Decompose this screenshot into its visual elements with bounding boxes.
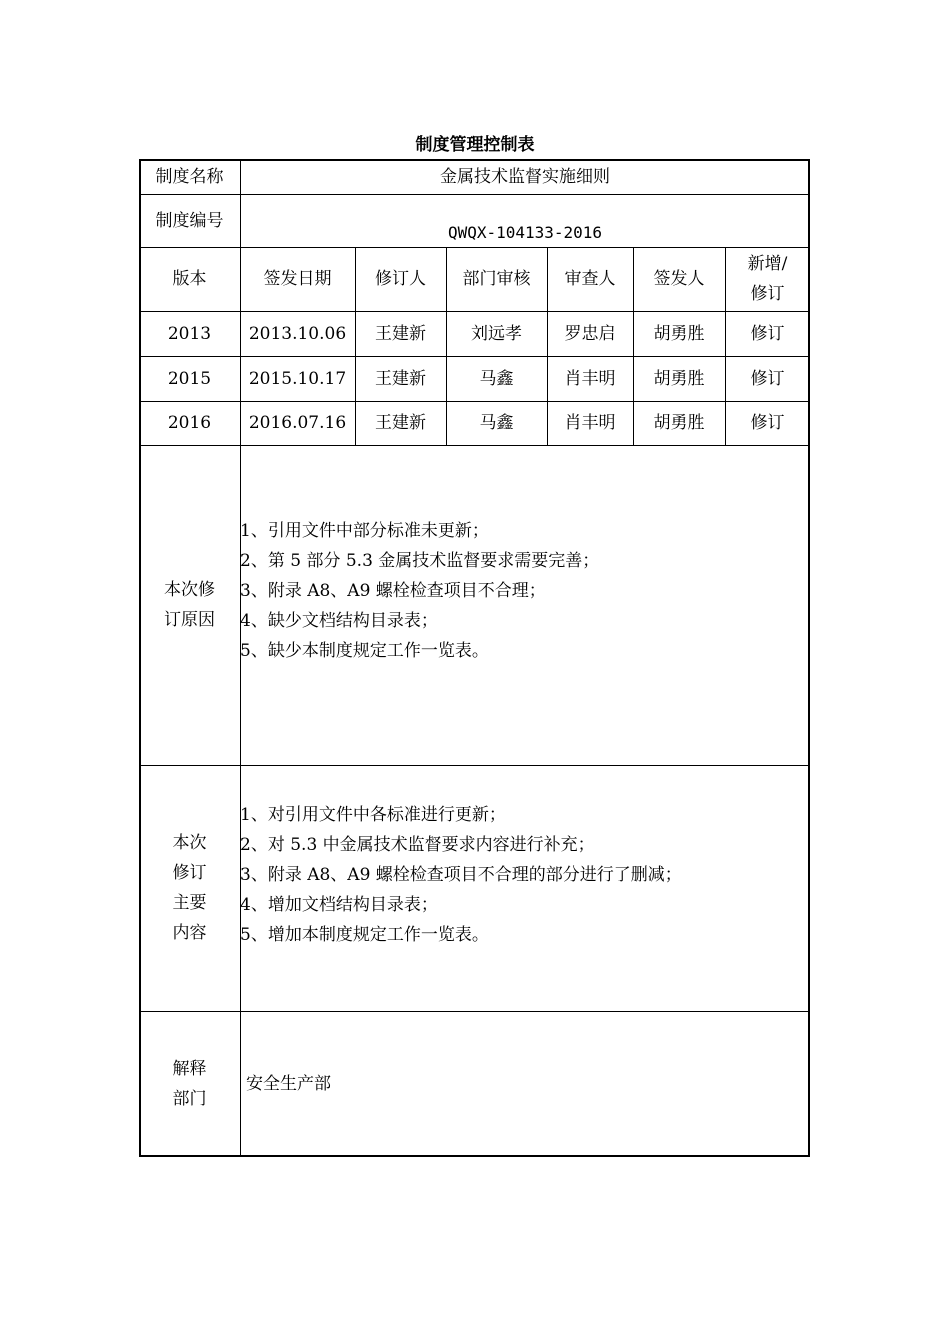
- list-item: 3、附录 A8、A9 螺栓检查项目不合理；: [240, 581, 546, 601]
- list-item: 2、第 5 部分 5.3 金属技术监督要求需要完善；: [240, 551, 600, 571]
- dept-review-cell: 马鑫: [479, 413, 514, 433]
- content-label-line: 主要: [172, 893, 207, 913]
- interpret-label: [139, 1011, 240, 1157]
- header-version: 版本: [172, 269, 207, 289]
- examiner-cell: 肖丰明: [564, 413, 616, 433]
- version-cell: 2013: [167, 323, 212, 344]
- name-value: 金属技术监督实施细则: [440, 166, 610, 187]
- reason-label-line: 订原因: [164, 610, 215, 630]
- examiner-cell: 肖丰明: [564, 368, 616, 389]
- header-issuer: 签发人: [653, 269, 705, 289]
- content-label-line: 本次: [172, 833, 207, 853]
- content-label: [139, 765, 240, 1011]
- dept-review-cell: 刘远孝: [471, 323, 522, 344]
- document-title: 制度管理控制表: [415, 135, 535, 155]
- issuer-cell: 胡勇胜: [653, 368, 705, 389]
- code-label: 制度编号: [155, 210, 224, 231]
- type-cell: 修订: [750, 323, 785, 344]
- content-label-line: 修订: [172, 863, 207, 883]
- list-item: 5、缺少本制度规定工作一览表。: [240, 641, 489, 661]
- content-label-line: 内容: [172, 923, 207, 943]
- list-item: 1、引用文件中部分标准未更新；: [240, 521, 489, 541]
- reason-list: [240, 516, 599, 666]
- list-item: 4、增加文档结构目录表；: [240, 895, 438, 915]
- date-cell: 2013.10.06: [248, 323, 347, 344]
- code-value: QWQX-104133-2016: [447, 223, 603, 242]
- header-examiner: 审查人: [564, 269, 616, 289]
- dept-review-cell: 马鑫: [479, 368, 514, 389]
- header-type-line: 新增/: [747, 254, 788, 274]
- issuer-cell: 胡勇胜: [653, 323, 705, 344]
- reviser-cell: 王建新: [375, 368, 426, 389]
- examiner-cell: 罗忠启: [564, 323, 616, 344]
- header-type: [725, 247, 810, 311]
- list-item: 3、附录 A8、A9 螺栓检查项目不合理的部分进行了删减；: [240, 865, 682, 885]
- header-type-line: 修订: [750, 284, 785, 304]
- reviser-cell: 王建新: [375, 323, 426, 344]
- content-list: [240, 800, 682, 950]
- version-cell: 2015: [167, 368, 212, 389]
- interpret-label-line: 部门: [172, 1089, 207, 1109]
- reason-label: [139, 445, 240, 765]
- list-item: 5、增加本制度规定工作一览表。: [240, 925, 489, 945]
- list-item: 4、缺少文档结构目录表；: [240, 611, 438, 631]
- issuer-cell: 胡勇胜: [653, 413, 705, 433]
- interpret-label-line: 解释: [172, 1059, 207, 1079]
- list-item: 2、对 5.3 中金属技术监督要求内容进行补充；: [240, 835, 595, 855]
- reviser-cell: 王建新: [375, 413, 426, 433]
- version-cell: 2016: [167, 413, 212, 433]
- date-cell: 2015.10.17: [248, 368, 347, 389]
- header-issue-date: 签发日期: [263, 269, 332, 289]
- type-cell: 修订: [750, 413, 785, 433]
- header-reviser: 修订人: [375, 269, 426, 289]
- list-item: 1、对引用文件中各标准进行更新；: [240, 805, 506, 825]
- header-dept-review: 部门审核: [462, 269, 531, 289]
- interpret-value: 安全生产部: [246, 1074, 331, 1094]
- date-cell: 2016.07.16: [248, 413, 347, 433]
- name-label: 制度名称: [155, 166, 224, 187]
- type-cell: 修订: [750, 368, 785, 389]
- reason-label-line: 本次修: [164, 580, 215, 600]
